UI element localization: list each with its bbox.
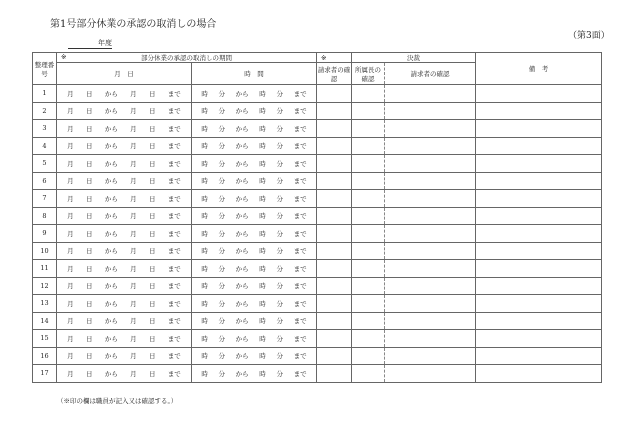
date-range-cell[interactable]: 月 日 から 月 日 まで bbox=[57, 330, 192, 348]
header-remarks: 備 考 bbox=[476, 53, 602, 85]
row-number: 9 bbox=[33, 225, 57, 243]
table-row bbox=[33, 277, 602, 295]
row-number: 3 bbox=[33, 120, 57, 138]
requester-confirm2-cell[interactable] bbox=[385, 330, 476, 348]
header-number: 整理番号 bbox=[33, 53, 57, 85]
manager-confirm-cell[interactable] bbox=[352, 190, 385, 208]
row-number: 15 bbox=[33, 330, 57, 348]
mark: ※ bbox=[61, 53, 67, 61]
requester-confirm2-cell[interactable] bbox=[385, 365, 476, 383]
manager-confirm-cell[interactable] bbox=[352, 365, 385, 383]
date-range-cell[interactable]: 月 日 から 月 日 まで bbox=[57, 120, 192, 138]
header-date: 月 日 bbox=[57, 63, 192, 85]
manager-confirm-cell[interactable] bbox=[352, 330, 385, 348]
manager-confirm-cell[interactable] bbox=[352, 295, 385, 313]
remarks-cell[interactable] bbox=[476, 225, 602, 243]
requester-confirm2-cell[interactable] bbox=[385, 260, 476, 278]
manager-confirm-cell[interactable] bbox=[352, 242, 385, 260]
row-number: 2 bbox=[33, 102, 57, 120]
header-requester-confirm2: 請求者の確認 bbox=[385, 63, 476, 85]
table-row bbox=[33, 155, 602, 173]
requester-confirm2-cell[interactable] bbox=[385, 312, 476, 330]
requester-confirm-cell[interactable] bbox=[317, 120, 352, 138]
date-range-cell[interactable]: 月 日 から 月 日 まで bbox=[57, 207, 192, 225]
time-range-cell[interactable]: 時 分 から 時 分 まで bbox=[192, 172, 317, 190]
requester-confirm2-cell[interactable] bbox=[385, 85, 476, 103]
manager-confirm-cell[interactable] bbox=[352, 312, 385, 330]
remarks-cell[interactable] bbox=[476, 190, 602, 208]
requester-confirm2-cell[interactable] bbox=[385, 172, 476, 190]
date-range-cell[interactable]: 月 日 から 月 日 まで bbox=[57, 295, 192, 313]
date-range-cell[interactable]: 月 日 から 月 日 まで bbox=[57, 102, 192, 120]
remarks-cell[interactable] bbox=[476, 295, 602, 313]
manager-confirm-cell[interactable] bbox=[352, 120, 385, 138]
requester-confirm-cell[interactable] bbox=[317, 242, 352, 260]
remarks-cell[interactable] bbox=[476, 120, 602, 138]
year-field[interactable]: 年度 bbox=[68, 38, 112, 49]
header-approval: 決裁 bbox=[352, 53, 476, 63]
date-range-cell[interactable]: 月 日 から 月 日 まで bbox=[57, 277, 192, 295]
table-row bbox=[33, 365, 602, 383]
requester-confirm-cell[interactable] bbox=[317, 347, 352, 365]
table-row bbox=[33, 190, 602, 208]
requester-confirm2-cell[interactable] bbox=[385, 225, 476, 243]
header-manager-confirm: 所属長の確認 bbox=[352, 63, 385, 85]
requester-confirm-cell[interactable] bbox=[317, 172, 352, 190]
time-range-cell[interactable]: 時 分 から 時 分 まで bbox=[192, 190, 317, 208]
date-range-cell[interactable]: 月 日 から 月 日 まで bbox=[57, 260, 192, 278]
requester-confirm-cell[interactable] bbox=[317, 295, 352, 313]
date-range-cell[interactable]: 月 日 から 月 日 まで bbox=[57, 85, 192, 103]
date-range-cell[interactable]: 月 日 から 月 日 まで bbox=[57, 242, 192, 260]
time-range-cell[interactable]: 時 分 から 時 分 まで bbox=[192, 155, 317, 173]
requester-confirm2-cell[interactable] bbox=[385, 102, 476, 120]
remarks-cell[interactable] bbox=[476, 260, 602, 278]
time-range-cell[interactable]: 時 分 から 時 分 まで bbox=[192, 277, 317, 295]
requester-confirm-cell[interactable] bbox=[317, 365, 352, 383]
requester-confirm-cell[interactable] bbox=[317, 102, 352, 120]
manager-confirm-cell[interactable] bbox=[352, 102, 385, 120]
remarks-cell[interactable] bbox=[476, 277, 602, 295]
date-range-cell[interactable]: 月 日 から 月 日 まで bbox=[57, 155, 192, 173]
time-range-cell[interactable]: 時 分 から 時 分 まで bbox=[192, 330, 317, 348]
manager-confirm-cell[interactable] bbox=[352, 172, 385, 190]
header-time: 時 間 bbox=[192, 63, 317, 85]
manager-confirm-cell[interactable] bbox=[352, 347, 385, 365]
row-number: 1 bbox=[33, 85, 57, 103]
time-range-cell[interactable]: 時 分 から 時 分 まで bbox=[192, 137, 317, 155]
remarks-cell[interactable] bbox=[476, 155, 602, 173]
requester-confirm2-cell[interactable] bbox=[385, 207, 476, 225]
requester-confirm2-cell[interactable] bbox=[385, 190, 476, 208]
table-row bbox=[33, 330, 602, 348]
requester-confirm-cell[interactable] bbox=[317, 155, 352, 173]
table-row bbox=[33, 207, 602, 225]
page-label: （第3面） bbox=[568, 31, 610, 41]
cancellation-table bbox=[32, 52, 602, 383]
requester-confirm-cell[interactable] bbox=[317, 312, 352, 330]
requester-confirm-cell[interactable] bbox=[317, 190, 352, 208]
time-range-cell[interactable]: 時 分 から 時 分 まで bbox=[192, 242, 317, 260]
row-number: 10 bbox=[33, 242, 57, 260]
row-number: 17 bbox=[33, 365, 57, 383]
form-title: 第1号部分休業の承認の取消しの場合 bbox=[50, 19, 217, 30]
manager-confirm-cell[interactable] bbox=[352, 207, 385, 225]
remarks-cell[interactable] bbox=[476, 347, 602, 365]
requester-confirm-cell[interactable] bbox=[317, 207, 352, 225]
row-number: 11 bbox=[33, 260, 57, 278]
remarks-cell[interactable] bbox=[476, 85, 602, 103]
table-row bbox=[33, 260, 602, 278]
footnote: （※印の欄は職員が記入又は確認する。） bbox=[57, 397, 178, 405]
date-range-cell[interactable]: 月 日 から 月 日 まで bbox=[57, 190, 192, 208]
requester-confirm-cell[interactable] bbox=[317, 330, 352, 348]
time-range-cell[interactable]: 時 分 から 時 分 まで bbox=[192, 312, 317, 330]
header-mark2: ※ bbox=[317, 53, 352, 63]
manager-confirm-cell[interactable] bbox=[352, 155, 385, 173]
requester-confirm-cell[interactable] bbox=[317, 225, 352, 243]
table-row bbox=[33, 347, 602, 365]
time-range-cell[interactable]: 時 分 から 時 分 まで bbox=[192, 260, 317, 278]
time-range-cell[interactable]: 時 分 から 時 分 まで bbox=[192, 120, 317, 138]
table-row bbox=[33, 137, 602, 155]
time-range-cell[interactable]: 時 分 から 時 分 まで bbox=[192, 85, 317, 103]
table-row bbox=[33, 295, 602, 313]
requester-confirm2-cell[interactable] bbox=[385, 155, 476, 173]
row-number: 7 bbox=[33, 190, 57, 208]
requester-confirm2-cell[interactable] bbox=[385, 242, 476, 260]
remarks-cell[interactable] bbox=[476, 207, 602, 225]
requester-confirm-cell[interactable] bbox=[317, 85, 352, 103]
time-range-cell[interactable]: 時 分 から 時 分 まで bbox=[192, 207, 317, 225]
date-range-cell[interactable]: 月 日 から 月 日 まで bbox=[57, 225, 192, 243]
requester-confirm-cell[interactable] bbox=[317, 137, 352, 155]
remarks-cell[interactable] bbox=[476, 312, 602, 330]
period-label: 部分休業の承認の取消しの期間 bbox=[141, 54, 232, 62]
row-number: 4 bbox=[33, 137, 57, 155]
time-range-cell[interactable]: 時 分 から 時 分 まで bbox=[192, 365, 317, 383]
table-row bbox=[33, 85, 602, 103]
table-row bbox=[33, 225, 602, 243]
header-requester-confirm: 請求者の確認 bbox=[317, 63, 352, 85]
time-range-cell[interactable]: 時 分 から 時 分 まで bbox=[192, 102, 317, 120]
date-range-cell[interactable]: 月 日 から 月 日 まで bbox=[57, 365, 192, 383]
row-number: 16 bbox=[33, 347, 57, 365]
manager-confirm-cell[interactable] bbox=[352, 137, 385, 155]
remarks-cell[interactable] bbox=[476, 365, 602, 383]
manager-confirm-cell[interactable] bbox=[352, 277, 385, 295]
requester-confirm2-cell[interactable] bbox=[385, 137, 476, 155]
manager-confirm-cell[interactable] bbox=[352, 85, 385, 103]
requester-confirm2-cell[interactable] bbox=[385, 120, 476, 138]
header-period bbox=[57, 53, 317, 63]
row-number: 5 bbox=[33, 155, 57, 173]
time-range-cell[interactable]: 時 分 から 時 分 まで bbox=[192, 225, 317, 243]
table-row bbox=[33, 312, 602, 330]
remarks-cell[interactable] bbox=[476, 102, 602, 120]
table-row bbox=[33, 120, 602, 138]
date-range-cell[interactable]: 月 日 から 月 日 まで bbox=[57, 347, 192, 365]
remarks-cell[interactable] bbox=[476, 330, 602, 348]
date-range-cell[interactable]: 月 日 から 月 日 まで bbox=[57, 312, 192, 330]
row-number: 14 bbox=[33, 312, 57, 330]
requester-confirm2-cell[interactable] bbox=[385, 295, 476, 313]
manager-confirm-cell[interactable] bbox=[352, 260, 385, 278]
table-row bbox=[33, 102, 602, 120]
row-number: 6 bbox=[33, 172, 57, 190]
remarks-cell[interactable] bbox=[476, 137, 602, 155]
requester-confirm2-cell[interactable] bbox=[385, 277, 476, 295]
row-number: 12 bbox=[33, 277, 57, 295]
table-row bbox=[33, 242, 602, 260]
remarks-cell[interactable] bbox=[476, 242, 602, 260]
manager-confirm-cell[interactable] bbox=[352, 225, 385, 243]
time-range-cell[interactable]: 時 分 から 時 分 まで bbox=[192, 295, 317, 313]
row-number: 8 bbox=[33, 207, 57, 225]
date-range-cell[interactable]: 月 日 から 月 日 まで bbox=[57, 172, 192, 190]
requester-confirm-cell[interactable] bbox=[317, 260, 352, 278]
time-range-cell[interactable]: 時 分 から 時 分 まで bbox=[192, 347, 317, 365]
requester-confirm2-cell[interactable] bbox=[385, 347, 476, 365]
remarks-cell[interactable] bbox=[476, 172, 602, 190]
date-range-cell[interactable]: 月 日 から 月 日 まで bbox=[57, 137, 192, 155]
requester-confirm-cell[interactable] bbox=[317, 277, 352, 295]
table-row bbox=[33, 172, 602, 190]
row-number: 13 bbox=[33, 295, 57, 313]
